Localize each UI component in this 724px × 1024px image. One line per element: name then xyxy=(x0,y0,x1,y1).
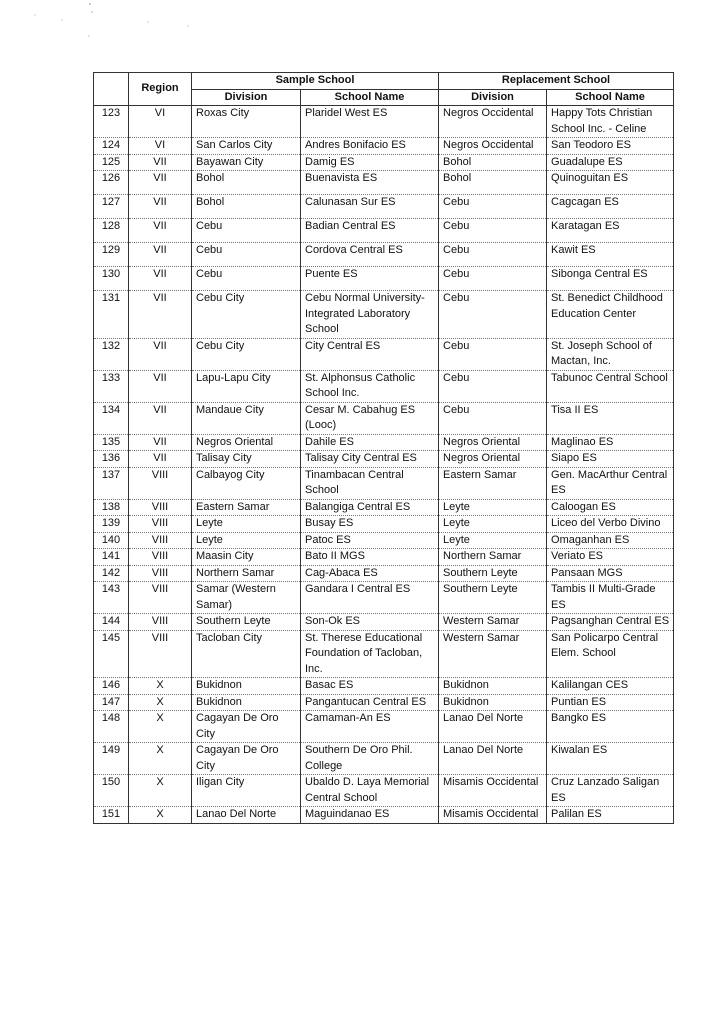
sample-school-name-cell: Calunasan Sur ES xyxy=(301,195,439,219)
sample-school-name-cell: St. Alphonsus Catholic School Inc. xyxy=(301,370,439,402)
sample-division-cell: Bohol xyxy=(192,195,301,219)
row-number: 136 xyxy=(94,451,129,468)
school-table xyxy=(93,72,674,824)
row-number: 128 xyxy=(94,219,129,243)
table-row xyxy=(94,630,674,678)
replacement-division-cell: Negros Oriental xyxy=(439,451,547,468)
sample-school-name-cell: Son-Ok ES xyxy=(301,614,439,631)
replacement-school-name-cell: Liceo del Verbo Divino xyxy=(547,516,674,533)
table-row xyxy=(94,807,674,824)
replacement-division-cell: Northern Samar xyxy=(439,549,547,566)
sample-school-name-cell: Talisay City Central ES xyxy=(301,451,439,468)
region-cell: VII xyxy=(129,402,192,434)
replacement-school-name-cell: Tisa II ES xyxy=(547,402,674,434)
replacement-division-cell: Negros Occidental xyxy=(439,106,547,138)
sample-division-cell: Calbayog City xyxy=(192,467,301,499)
region-cell: VII xyxy=(129,171,192,195)
region-cell: VIII xyxy=(129,549,192,566)
sample-division-cell: Bohol xyxy=(192,171,301,195)
table-row xyxy=(94,565,674,582)
table-row xyxy=(94,582,674,614)
replacement-division-cell: Eastern Samar xyxy=(439,467,547,499)
region-header: Region xyxy=(129,73,192,106)
row-number: 131 xyxy=(94,291,129,339)
region-cell: X xyxy=(129,807,192,824)
sample-school-name-cell: Patoc ES xyxy=(301,532,439,549)
row-number: 129 xyxy=(94,243,129,267)
sample-school-name-cell: Cordova Central ES xyxy=(301,243,439,267)
sample-division-cell: Negros Oriental xyxy=(192,434,301,451)
sample-division-cell: Cebu xyxy=(192,219,301,243)
replacement-school-name-cell: St. Joseph School of Mactan, Inc. xyxy=(547,338,674,370)
replacement-division-cell: Leyte xyxy=(439,532,547,549)
sample-school-name-cell: Plaridel West ES xyxy=(301,106,439,138)
sample-division-cell: Cebu xyxy=(192,267,301,291)
table-row xyxy=(94,467,674,499)
sample-school-name-cell: Cesar M. Cabahug ES (Looc) xyxy=(301,402,439,434)
row-number: 142 xyxy=(94,565,129,582)
replacement-division-cell: Bohol xyxy=(439,154,547,171)
row-number: 146 xyxy=(94,678,129,695)
region-cell: VII xyxy=(129,219,192,243)
sample-school-name-cell: Dahile ES xyxy=(301,434,439,451)
sample-division-cell: Samar (Western Samar) xyxy=(192,582,301,614)
table-row xyxy=(94,338,674,370)
sample-division-cell: Leyte xyxy=(192,516,301,533)
table-row xyxy=(94,775,674,807)
table-row xyxy=(94,195,674,219)
table-row xyxy=(94,532,674,549)
sample-division-cell: Eastern Samar xyxy=(192,499,301,516)
region-cell: X xyxy=(129,678,192,695)
table-header xyxy=(94,73,674,106)
replacement-division-cell: Leyte xyxy=(439,516,547,533)
number-header xyxy=(94,73,129,106)
region-cell: VIII xyxy=(129,630,192,678)
table-row xyxy=(94,694,674,711)
sample-school-header: Sample School xyxy=(192,73,439,90)
replacement-school-name-cell: Kawit ES xyxy=(547,243,674,267)
sample-school-name-cell: Gandara I Central ES xyxy=(301,582,439,614)
replacement-division-cell: Southern Leyte xyxy=(439,582,547,614)
row-number: 138 xyxy=(94,499,129,516)
replacement-division-cell: Misamis Occidental xyxy=(439,807,547,824)
sample-school-name-cell: Tinambacan Central School xyxy=(301,467,439,499)
replacement-school-name-cell: Happy Tots Christian School Inc. - Celine xyxy=(547,106,674,138)
replacement-division-cell: Negros Oriental xyxy=(439,434,547,451)
row-number: 151 xyxy=(94,807,129,824)
row-number: 124 xyxy=(94,138,129,155)
table-row xyxy=(94,499,674,516)
sample-school-name-cell: Andres Bonifacio ES xyxy=(301,138,439,155)
replacement-school-name-cell: Pagsanghan Central ES xyxy=(547,614,674,631)
region-cell: VII xyxy=(129,243,192,267)
sample-division-cell: Bayawan City xyxy=(192,154,301,171)
replacement-school-name-cell: Veriato ES xyxy=(547,549,674,566)
row-number: 127 xyxy=(94,195,129,219)
replacement-school-name-cell: Cagcagan ES xyxy=(547,195,674,219)
sample-division-cell: Lanao Del Norte xyxy=(192,807,301,824)
sample-school-name-cell: Pangantucan Central ES xyxy=(301,694,439,711)
replacement-division-cell: Lanao Del Norte xyxy=(439,711,547,743)
replacement-division-header: Division xyxy=(439,89,547,106)
region-cell: VII xyxy=(129,338,192,370)
replacement-school-name-cell: Quinoguitan ES xyxy=(547,171,674,195)
replacement-school-name-cell: Tabunoc Central School xyxy=(547,370,674,402)
sample-division-header: Division xyxy=(192,89,301,106)
sample-division-cell: Northern Samar xyxy=(192,565,301,582)
sample-division-cell: Roxas City xyxy=(192,106,301,138)
sample-school-name-cell: Bato II MGS xyxy=(301,549,439,566)
row-number: 139 xyxy=(94,516,129,533)
row-number: 140 xyxy=(94,532,129,549)
replacement-school-name-cell: Guadalupe ES xyxy=(547,154,674,171)
sample-division-cell: Maasin City xyxy=(192,549,301,566)
sample-division-cell: Iligan City xyxy=(192,775,301,807)
replacement-school-name-cell: Puntian ES xyxy=(547,694,674,711)
sample-school-name-cell: Ubaldo D. Laya Memorial Central School xyxy=(301,775,439,807)
sample-school-name-cell: Cag-Abaca ES xyxy=(301,565,439,582)
replacement-division-cell: Misamis Occidental xyxy=(439,775,547,807)
scan-specks xyxy=(28,0,208,50)
table-row xyxy=(94,171,674,195)
region-cell: VII xyxy=(129,451,192,468)
replacement-school-name-header: School Name xyxy=(547,89,674,106)
sample-division-cell: Cagayan De Oro City xyxy=(192,711,301,743)
replacement-school-name-cell: Caloogan ES xyxy=(547,499,674,516)
sample-school-name-cell: Puente ES xyxy=(301,267,439,291)
row-number: 149 xyxy=(94,743,129,775)
sample-school-name-cell: Balangiga Central ES xyxy=(301,499,439,516)
region-cell: X xyxy=(129,694,192,711)
row-number: 130 xyxy=(94,267,129,291)
table-row xyxy=(94,243,674,267)
sample-division-cell: Cagayan De Oro City xyxy=(192,743,301,775)
replacement-school-name-cell: Pansaan MGS xyxy=(547,565,674,582)
replacement-division-cell: Western Samar xyxy=(439,630,547,678)
row-number: 143 xyxy=(94,582,129,614)
sample-school-name-cell: Buenavista ES xyxy=(301,171,439,195)
region-cell: VII xyxy=(129,195,192,219)
region-cell: VIII xyxy=(129,516,192,533)
table-row xyxy=(94,516,674,533)
sample-division-cell: San Carlos City xyxy=(192,138,301,155)
row-number: 137 xyxy=(94,467,129,499)
row-number: 148 xyxy=(94,711,129,743)
replacement-school-name-cell: Cruz Lanzado Saligan ES xyxy=(547,775,674,807)
table-row xyxy=(94,267,674,291)
sample-division-cell: Tacloban City xyxy=(192,630,301,678)
replacement-school-name-cell: San Policarpo Central Elem. School xyxy=(547,630,674,678)
sample-division-cell: Talisay City xyxy=(192,451,301,468)
sample-division-cell: Cebu xyxy=(192,243,301,267)
replacement-school-name-cell: Kiwalan ES xyxy=(547,743,674,775)
region-cell: VII xyxy=(129,291,192,339)
sample-division-cell: Lapu-Lapu City xyxy=(192,370,301,402)
region-cell: VII xyxy=(129,370,192,402)
region-cell: VII xyxy=(129,267,192,291)
region-cell: VIII xyxy=(129,499,192,516)
table-row xyxy=(94,451,674,468)
replacement-division-cell: Bukidnon xyxy=(439,694,547,711)
replacement-division-cell: Western Samar xyxy=(439,614,547,631)
region-cell: X xyxy=(129,711,192,743)
replacement-division-cell: Cebu xyxy=(439,195,547,219)
table-row xyxy=(94,370,674,402)
replacement-school-name-cell: Kalilangan CES xyxy=(547,678,674,695)
row-number: 141 xyxy=(94,549,129,566)
region-cell: X xyxy=(129,775,192,807)
sample-division-cell: Bukidnon xyxy=(192,678,301,695)
replacement-school-name-cell: Omaganhan ES xyxy=(547,532,674,549)
table-row xyxy=(94,678,674,695)
region-cell: VI xyxy=(129,106,192,138)
row-number: 132 xyxy=(94,338,129,370)
replacement-school-name-cell: Siapo ES xyxy=(547,451,674,468)
sample-school-name-header: School Name xyxy=(301,89,439,106)
replacement-division-cell: Cebu xyxy=(439,267,547,291)
table-body xyxy=(94,106,674,824)
sample-school-name-cell: Badian Central ES xyxy=(301,219,439,243)
table-row xyxy=(94,434,674,451)
row-number: 144 xyxy=(94,614,129,631)
replacement-division-cell: Cebu xyxy=(439,219,547,243)
region-cell: VIII xyxy=(129,614,192,631)
region-cell: VI xyxy=(129,138,192,155)
replacement-division-cell: Cebu xyxy=(439,243,547,267)
school-table-container xyxy=(93,72,673,824)
sample-division-cell: Cebu City xyxy=(192,291,301,339)
sample-school-name-cell: Camaman-An ES xyxy=(301,711,439,743)
region-cell: X xyxy=(129,743,192,775)
sample-school-name-cell: City Central ES xyxy=(301,338,439,370)
replacement-school-name-cell: Palilan ES xyxy=(547,807,674,824)
replacement-school-name-cell: Maglinao ES xyxy=(547,434,674,451)
table-row xyxy=(94,106,674,138)
replacement-division-cell: Negros Occidental xyxy=(439,138,547,155)
table-row xyxy=(94,549,674,566)
replacement-school-name-cell: St. Benedict Childhood Education Center xyxy=(547,291,674,339)
row-number: 123 xyxy=(94,106,129,138)
replacement-school-name-cell: Bangko ES xyxy=(547,711,674,743)
replacement-division-cell: Cebu xyxy=(439,402,547,434)
replacement-division-cell: Bukidnon xyxy=(439,678,547,695)
row-number: 145 xyxy=(94,630,129,678)
replacement-division-cell: Cebu xyxy=(439,338,547,370)
row-number: 147 xyxy=(94,694,129,711)
table-row xyxy=(94,219,674,243)
sample-division-cell: Leyte xyxy=(192,532,301,549)
sample-school-name-cell: Southern De Oro Phil. College xyxy=(301,743,439,775)
table-row xyxy=(94,743,674,775)
table-row xyxy=(94,711,674,743)
row-number: 126 xyxy=(94,171,129,195)
replacement-school-name-cell: San Teodoro ES xyxy=(547,138,674,155)
replacement-school-name-cell: Tambis II Multi-Grade ES xyxy=(547,582,674,614)
row-number: 133 xyxy=(94,370,129,402)
sample-school-name-cell: Maguindanao ES xyxy=(301,807,439,824)
replacement-division-cell: Bohol xyxy=(439,171,547,195)
region-cell: VIII xyxy=(129,532,192,549)
sample-school-name-cell: Busay ES xyxy=(301,516,439,533)
replacement-division-cell: Southern Leyte xyxy=(439,565,547,582)
replacement-school-name-cell: Gen. MacArthur Central ES xyxy=(547,467,674,499)
sample-division-cell: Southern Leyte xyxy=(192,614,301,631)
replacement-school-header: Replacement School xyxy=(439,73,674,90)
sample-division-cell: Bukidnon xyxy=(192,694,301,711)
table-row xyxy=(94,402,674,434)
sample-division-cell: Cebu City xyxy=(192,338,301,370)
region-cell: VII xyxy=(129,434,192,451)
region-cell: VIII xyxy=(129,467,192,499)
row-number: 134 xyxy=(94,402,129,434)
replacement-division-cell: Cebu xyxy=(439,370,547,402)
replacement-division-cell: Leyte xyxy=(439,499,547,516)
replacement-division-cell: Cebu xyxy=(439,291,547,339)
replacement-school-name-cell: Karatagan ES xyxy=(547,219,674,243)
sample-school-name-cell: Damig ES xyxy=(301,154,439,171)
region-cell: VIII xyxy=(129,582,192,614)
replacement-division-cell: Lanao Del Norte xyxy=(439,743,547,775)
row-number: 150 xyxy=(94,775,129,807)
table-row xyxy=(94,614,674,631)
row-number: 125 xyxy=(94,154,129,171)
table-row xyxy=(94,291,674,339)
sample-school-name-cell: Cebu Normal University-Integrated Laboratory School xyxy=(301,291,439,339)
sample-school-name-cell: Basac ES xyxy=(301,678,439,695)
sample-school-name-cell: St. Therese Educational Foundation of Tacloban, Inc. xyxy=(301,630,439,678)
region-cell: VIII xyxy=(129,565,192,582)
sample-division-cell: Mandaue City xyxy=(192,402,301,434)
table-row xyxy=(94,138,674,155)
region-cell: VII xyxy=(129,154,192,171)
replacement-school-name-cell: Sibonga Central ES xyxy=(547,267,674,291)
row-number: 135 xyxy=(94,434,129,451)
table-row xyxy=(94,154,674,171)
